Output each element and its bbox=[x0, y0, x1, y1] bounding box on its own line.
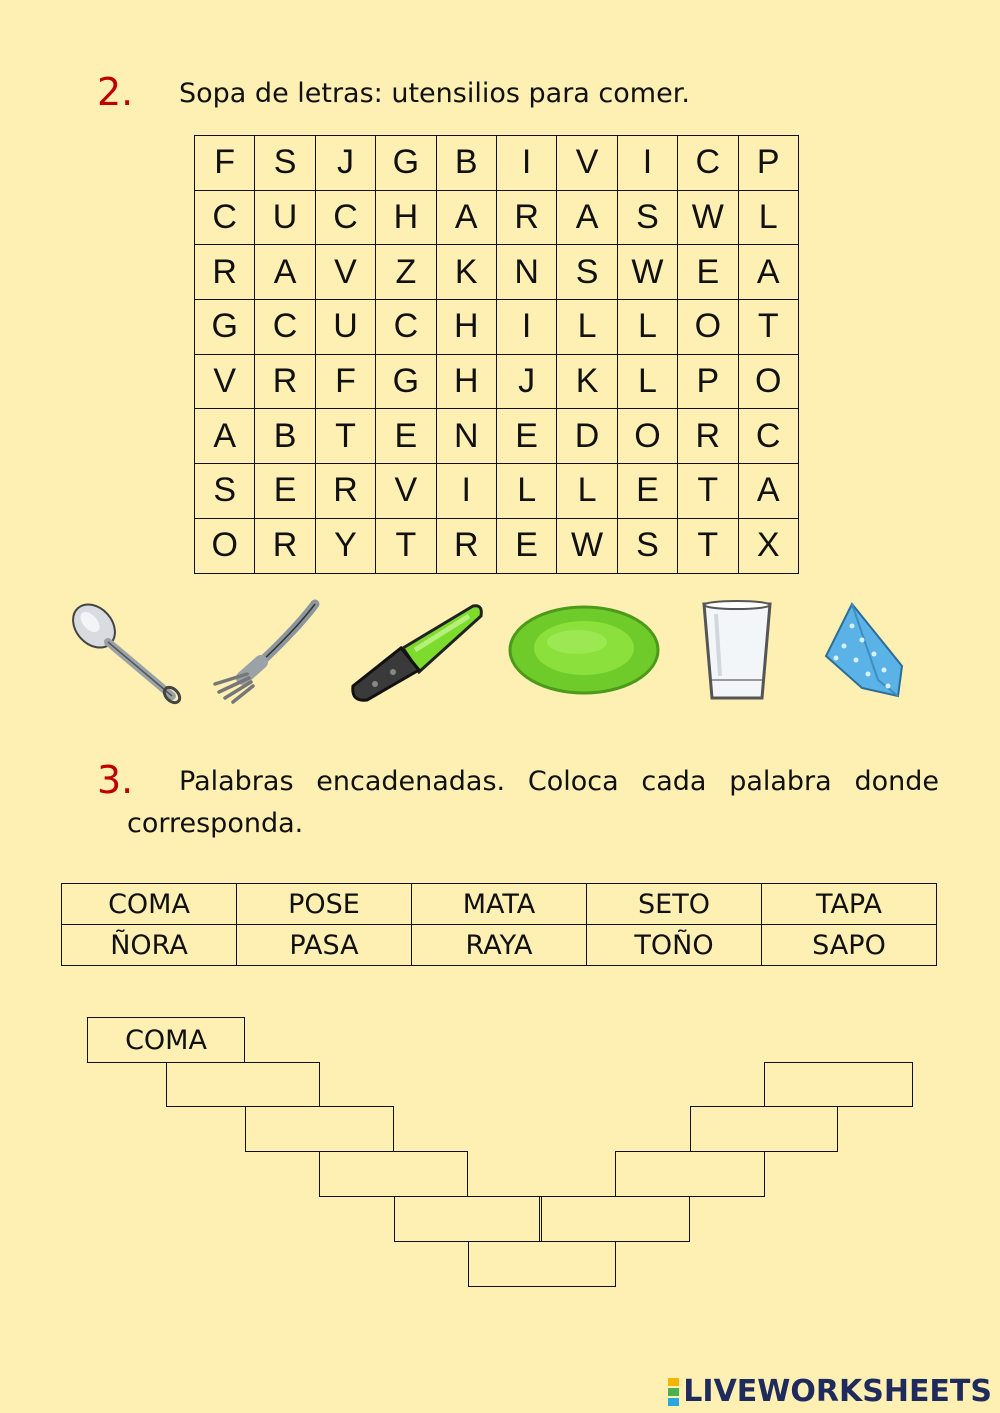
grid-row bbox=[195, 245, 799, 300]
grid-cell[interactable]: I bbox=[436, 464, 496, 519]
grid-cell[interactable]: G bbox=[376, 136, 436, 191]
grid-cell[interactable]: A bbox=[557, 190, 617, 245]
grid-cell[interactable]: Z bbox=[376, 245, 436, 300]
grid-cell[interactable]: P bbox=[678, 354, 738, 409]
grid-cell[interactable]: T bbox=[376, 518, 436, 573]
grid-cell[interactable]: H bbox=[436, 300, 496, 355]
exercise-2-title: Sopa de letras: utensilios para comer. bbox=[179, 78, 690, 109]
word-bank-table bbox=[61, 883, 937, 966]
grid-cell[interactable]: S bbox=[557, 245, 617, 300]
grid-cell[interactable]: L bbox=[557, 464, 617, 519]
fork-icon bbox=[207, 598, 321, 704]
liveworksheets-logo bbox=[668, 1374, 992, 1409]
grid-cell[interactable]: C bbox=[195, 190, 255, 245]
exercise-3-number: 3. bbox=[97, 758, 134, 802]
grid-cell[interactable]: K bbox=[557, 354, 617, 409]
instruction-word: Coloca bbox=[527, 766, 619, 797]
grid-cell[interactable]: S bbox=[195, 464, 255, 519]
grid-cell[interactable]: R bbox=[315, 464, 375, 519]
knife-icon bbox=[345, 602, 487, 702]
grid-cell[interactable]: E bbox=[376, 409, 436, 464]
grid-cell[interactable]: B bbox=[436, 136, 496, 191]
grid-cell[interactable]: R bbox=[255, 354, 315, 409]
chain-answer-box[interactable] bbox=[615, 1151, 765, 1197]
table-row bbox=[62, 925, 937, 966]
exercise-3-instruction bbox=[179, 766, 939, 797]
grid-cell[interactable]: O bbox=[738, 354, 798, 409]
grid-row bbox=[195, 190, 799, 245]
grid-cell[interactable]: B bbox=[255, 409, 315, 464]
table-row bbox=[62, 884, 937, 925]
grid-cell[interactable]: C bbox=[376, 300, 436, 355]
grid-cell[interactable]: I bbox=[496, 136, 556, 191]
spoon-icon bbox=[68, 596, 184, 708]
grid-row bbox=[195, 409, 799, 464]
plate-icon bbox=[507, 604, 661, 696]
grid-cell[interactable]: R bbox=[496, 190, 556, 245]
grid-cell[interactable]: S bbox=[617, 518, 677, 573]
chain-answer-box[interactable] bbox=[690, 1106, 838, 1152]
word-cell: SETO bbox=[587, 884, 762, 925]
word-search-grid bbox=[194, 135, 799, 574]
grid-cell[interactable]: G bbox=[376, 354, 436, 409]
instruction-word: cada bbox=[641, 766, 707, 797]
grid-cell[interactable]: R bbox=[255, 518, 315, 573]
instruction-word: Palabras bbox=[179, 766, 294, 797]
chain-answer-box[interactable] bbox=[166, 1062, 320, 1107]
grid-cell[interactable]: X bbox=[738, 518, 798, 573]
grid-cell[interactable]: L bbox=[738, 190, 798, 245]
grid-cell[interactable]: C bbox=[315, 190, 375, 245]
grid-cell[interactable]: C bbox=[738, 409, 798, 464]
grid-cell[interactable]: T bbox=[738, 300, 798, 355]
chain-answer-box[interactable] bbox=[245, 1106, 394, 1152]
instruction-word: encadenadas. bbox=[316, 766, 506, 797]
grid-cell[interactable]: R bbox=[678, 409, 738, 464]
grid-cell[interactable]: E bbox=[678, 245, 738, 300]
grid-cell[interactable]: O bbox=[617, 409, 677, 464]
grid-cell[interactable]: E bbox=[496, 409, 556, 464]
grid-cell[interactable]: E bbox=[617, 464, 677, 519]
grid-cell[interactable]: J bbox=[315, 136, 375, 191]
chain-answer-box[interactable] bbox=[764, 1062, 913, 1107]
grid-cell[interactable]: U bbox=[255, 190, 315, 245]
grid-cell[interactable]: L bbox=[557, 300, 617, 355]
grid-cell[interactable]: S bbox=[255, 136, 315, 191]
grid-row bbox=[195, 354, 799, 409]
grid-cell[interactable]: V bbox=[315, 245, 375, 300]
chain-box-given: COMA bbox=[87, 1017, 245, 1063]
grid-cell[interactable]: T bbox=[315, 409, 375, 464]
grid-cell[interactable]: Y bbox=[315, 518, 375, 573]
grid-cell[interactable]: A bbox=[738, 245, 798, 300]
exercise-2-number: 2. bbox=[97, 70, 134, 114]
chain-answer-box[interactable] bbox=[394, 1196, 542, 1242]
grid-cell[interactable]: I bbox=[496, 300, 556, 355]
grid-cell[interactable]: L bbox=[496, 464, 556, 519]
grid-cell[interactable]: N bbox=[496, 245, 556, 300]
word-cell: PASA bbox=[237, 925, 412, 966]
grid-row bbox=[195, 464, 799, 519]
grid-cell[interactable]: C bbox=[678, 136, 738, 191]
grid-row bbox=[195, 518, 799, 573]
chain-answer-box[interactable] bbox=[319, 1151, 468, 1197]
grid-cell[interactable]: R bbox=[195, 245, 255, 300]
grid-cell[interactable]: A bbox=[436, 190, 496, 245]
exercise-3-instruction-cont: corresponda. bbox=[127, 808, 304, 839]
grid-cell[interactable]: F bbox=[195, 136, 255, 191]
grid-cell[interactable]: O bbox=[678, 300, 738, 355]
grid-cell[interactable]: A bbox=[738, 464, 798, 519]
glass-icon bbox=[700, 600, 774, 704]
grid-cell[interactable]: N bbox=[436, 409, 496, 464]
grid-cell[interactable]: T bbox=[678, 518, 738, 573]
grid-cell[interactable]: D bbox=[557, 409, 617, 464]
brand-name: LIVEWORKSHEETS bbox=[683, 1374, 992, 1409]
instruction-word: donde bbox=[854, 766, 939, 797]
grid-cell[interactable]: O bbox=[195, 518, 255, 573]
grid-cell[interactable]: H bbox=[376, 190, 436, 245]
grid-cell[interactable]: G bbox=[195, 300, 255, 355]
grid-cell[interactable]: V bbox=[557, 136, 617, 191]
grid-cell[interactable]: U bbox=[315, 300, 375, 355]
grid-cell[interactable]: T bbox=[678, 464, 738, 519]
grid-cell[interactable]: E bbox=[496, 518, 556, 573]
grid-row bbox=[195, 136, 799, 191]
grid-cell[interactable]: K bbox=[436, 245, 496, 300]
logo-mark-icon bbox=[668, 1377, 679, 1407]
grid-cell[interactable]: A bbox=[255, 245, 315, 300]
chain-answer-box[interactable] bbox=[468, 1241, 616, 1287]
word-cell: COMA bbox=[62, 884, 237, 925]
word-cell: TAPA bbox=[762, 884, 937, 925]
grid-cell[interactable]: S bbox=[617, 190, 677, 245]
grid-cell[interactable]: H bbox=[436, 354, 496, 409]
grid-cell[interactable]: C bbox=[255, 300, 315, 355]
grid-cell[interactable]: W bbox=[678, 190, 738, 245]
word-cell: RAYA bbox=[412, 925, 587, 966]
instruction-word: palabra bbox=[729, 766, 832, 797]
grid-cell[interactable]: L bbox=[617, 354, 677, 409]
grid-cell[interactable]: E bbox=[255, 464, 315, 519]
grid-cell[interactable]: A bbox=[195, 409, 255, 464]
grid-cell[interactable]: L bbox=[617, 300, 677, 355]
napkin-icon bbox=[822, 600, 906, 700]
word-cell: MATA bbox=[412, 884, 587, 925]
grid-cell[interactable]: J bbox=[496, 354, 556, 409]
word-cell: POSE bbox=[237, 884, 412, 925]
word-cell: SAPO bbox=[762, 925, 937, 966]
grid-cell[interactable]: W bbox=[557, 518, 617, 573]
word-cell: TOÑO bbox=[587, 925, 762, 966]
grid-cell[interactable]: F bbox=[315, 354, 375, 409]
grid-cell[interactable]: V bbox=[376, 464, 436, 519]
grid-cell[interactable]: P bbox=[738, 136, 798, 191]
grid-cell[interactable]: W bbox=[617, 245, 677, 300]
grid-cell[interactable]: V bbox=[195, 354, 255, 409]
word-cell: ÑORA bbox=[62, 925, 237, 966]
grid-cell[interactable]: I bbox=[617, 136, 677, 191]
chain-answer-box[interactable] bbox=[539, 1196, 690, 1242]
grid-cell[interactable]: R bbox=[436, 518, 496, 573]
grid-row bbox=[195, 300, 799, 355]
